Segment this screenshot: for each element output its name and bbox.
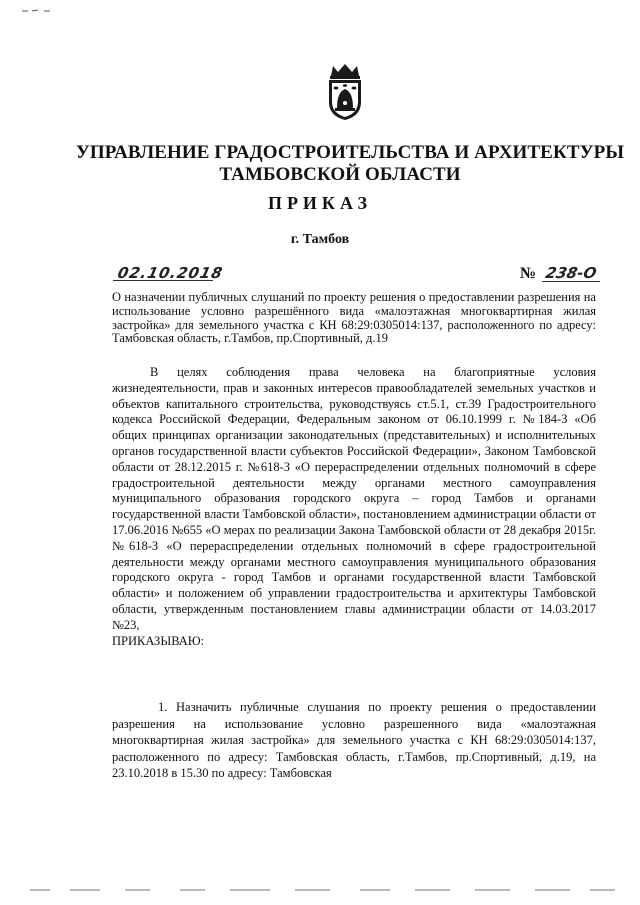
scan-corner-mark (22, 8, 52, 14)
scan-bottom-fringe (30, 888, 620, 892)
number-underline (542, 281, 600, 282)
city-name: г. Тамбов (290, 232, 350, 247)
organization-name-line1: УПРАВЛЕНИЕ ГРАДОСТРОИТЕЛЬСТВА И АРХИТЕКТУРЫ (75, 142, 625, 163)
number-sign: № (520, 265, 537, 282)
preamble-text: В целях соблюдения права человека на благоприятные условия жизнедеятельности, прав и законных интересов правообладателей земельных участков и объектов капитального строительства, руководствуясь ст.5.1, ст.39 Градостроительного кодекса Российской Федерации, Федеральным законом от 06.10.1999 г. №184-З «Об общих принципах организации законодательных (представительных) и исполнительных органов государственной власти субъектов Российской Федерации», Законом Тамбовской области от 28.12.2015 г. №618-З «О перераспределении отдельных полномочий в сфере градостроительной деятельности между органами местного самоуправления муниципального образования городского округа – город Тамбов и органами государственной власти Тамбовской области», постановлением администрации области от 17.06.2016 №655 «О мерах по реализации Закона Тамбовской области от 28 декабря 2015г. №618-З «О перераспределении отдельных полномочий в сфере градостроительной деятельности между органами местного самоуправления муниципального образования городского округа - город Тамбов и органами государственной власти Тамбовской области» и положением об управлении градостроительства и архитектуры Тамбовской области, утвержденным постановлением главы администрации области от 14.03.2017 №23, (112, 365, 597, 632)
handwritten-order-number: 238-О (544, 264, 599, 282)
order-item-1 (112, 699, 596, 782)
order-subject: О назначении публичных слушаний по проекту решения о предоставлении разрешения на использование условно разрешённого вида «малоэтажная многоквартирная жилая застройка» для земельного участка с КН 68:29:0305014:137, расположенного по адресу: Тамбовская область, г.Тамбов, пр.Спортивный, д.19 (112, 290, 596, 346)
date-underline (113, 280, 213, 281)
order-item-1-text: 1. Назначить публичные слушания по проекту решения о предоставлении разрешения на использование условно разрешенного вида «малоэтажная многоквартирная жилая застройка» для земельного участка с КН 68:29:0305014:137, расположенного по адресу: Тамбовская область, г.Тамбов, пр.Спортивный, д.19, на 23.10.2018 в 15.30 по адресу: Тамбовская (112, 700, 596, 781)
order-preamble (112, 365, 596, 649)
tambov-coat-of-arms-icon (323, 62, 367, 122)
order-word: ПРИКАЗЫВАЮ: (112, 633, 205, 648)
document-type-title: ПРИКАЗ (267, 193, 373, 213)
organization-name-line2: ТАМБОВСКОЙ ОБЛАСТИ (219, 164, 461, 185)
handwritten-date: 02.10.2018 (116, 264, 225, 282)
